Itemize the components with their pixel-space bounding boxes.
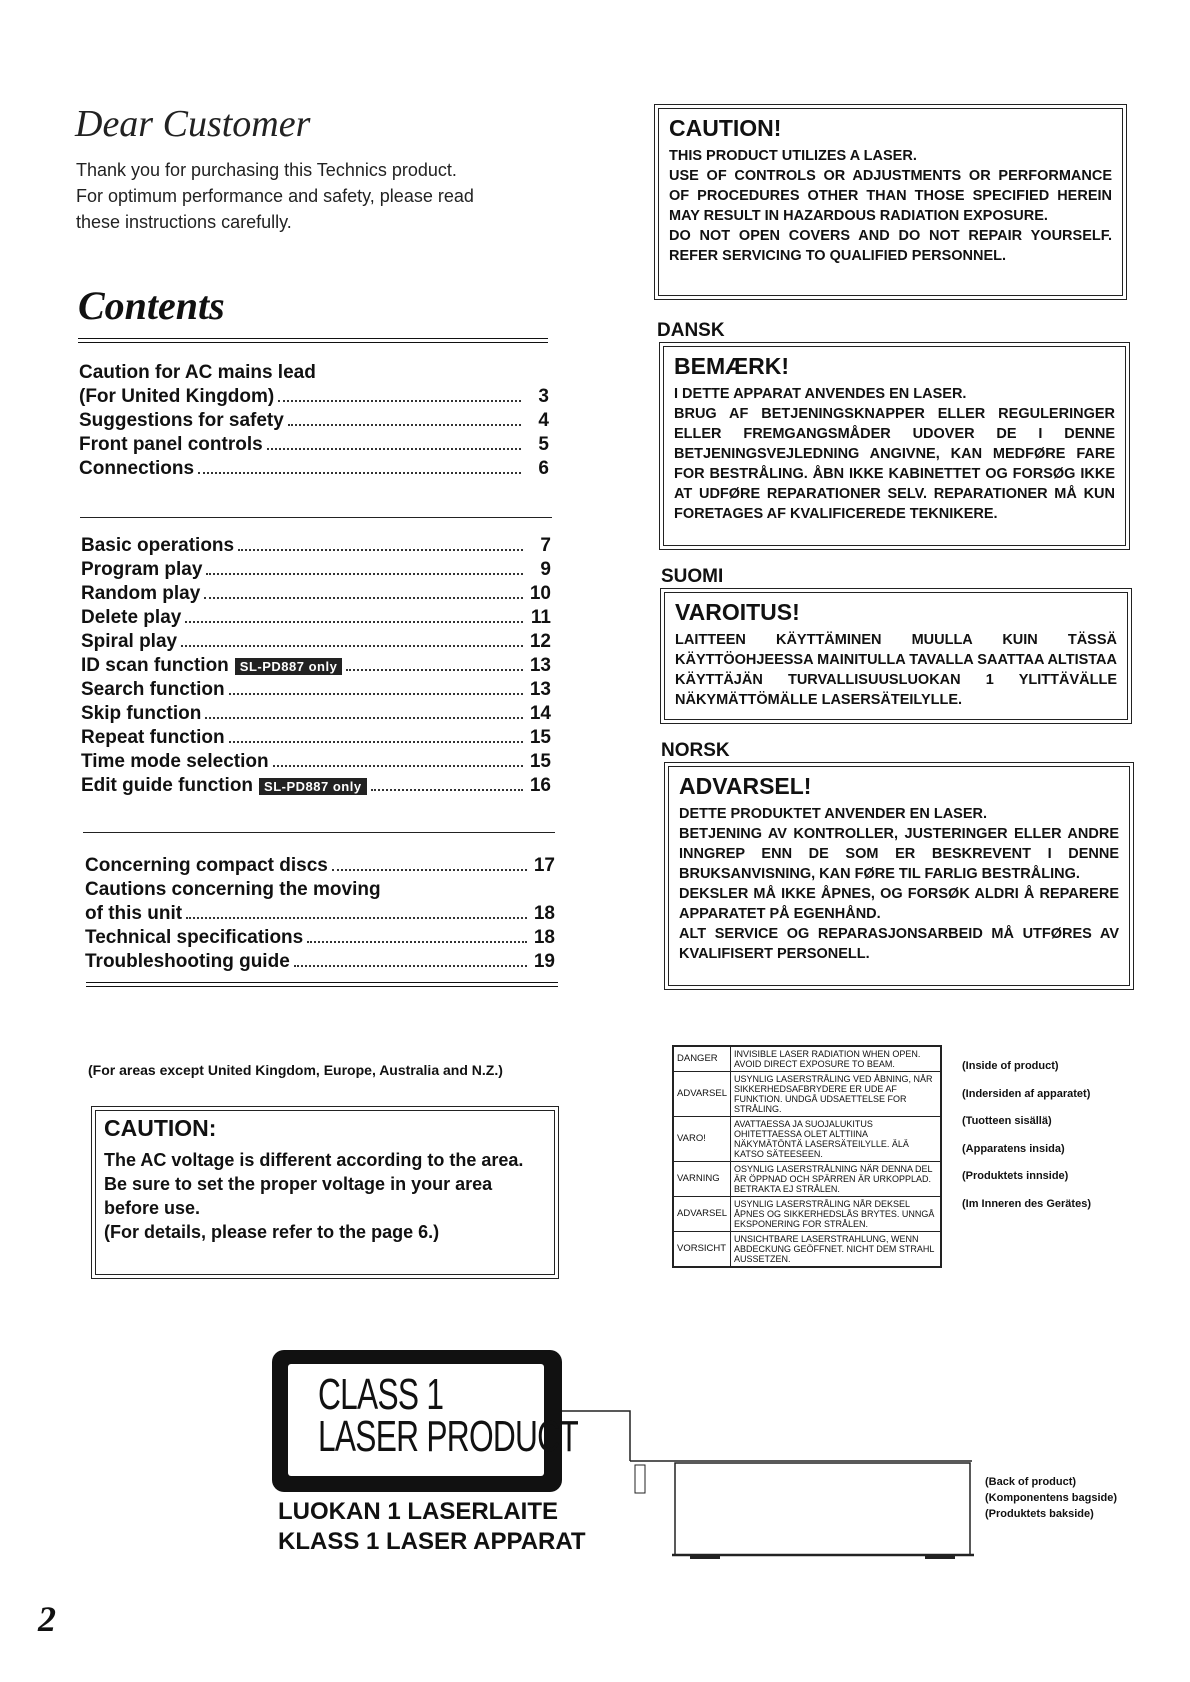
laser-caution-title: CAUTION!	[669, 115, 782, 141]
toc-entry[interactable]: Suggestions for safety 4	[79, 410, 549, 431]
toc-entry[interactable]: Technical specifications 18	[85, 927, 555, 948]
label-row: ADVARSEL USYNLIG LASERSTRÅLING VED ÅBNING, NÅR SIKKERHEDSAFBRYDERE ER UDE AF FUNKTION. UNDGÅ UDSAETTELSE FOR STRÅLING.	[673, 1072, 941, 1117]
unit-rear-panel	[675, 1463, 970, 1555]
section-divider	[80, 517, 552, 518]
ac-caution-box	[91, 1106, 559, 1279]
toc-entry[interactable]: Concerning compact discs 17	[85, 855, 555, 876]
ac-caution-text: The AC voltage is different according to the area. Be sure to set the proper voltage in your area before use. (For details, please refer to the page 6.)	[104, 1150, 524, 1242]
back-locations: (Back of product) (Komponentens bagside) (Produktets bakside)	[985, 1476, 1118, 1520]
warning-label-table	[672, 1045, 942, 1268]
contents-heading: Contents	[78, 283, 225, 328]
class1-laser-label	[272, 1350, 578, 1492]
lang-label-suomi: SUOMI	[661, 566, 724, 587]
suomi-caution-box	[660, 588, 1132, 724]
toc-entry[interactable]: Troubleshooting guide 19	[85, 951, 555, 972]
page-number: 2	[38, 1599, 56, 1639]
toc-entry[interactable]: Basic operations 7	[81, 535, 551, 556]
toc-entry[interactable]: Delete play 11	[81, 607, 551, 628]
label-row: VARNING OSYNLIG LASERSTRÅLNING NÄR DENNA DEL ÄR ÖPPNAD OCH SPÄRREN ÄR URKOPPLAD. BETRAKTA EJ STRÅLEN.	[673, 1162, 941, 1197]
suomi-caution-title: VAROITUS!	[675, 599, 800, 625]
toc-entry[interactable]: Spiral play 12	[81, 631, 551, 652]
toc-entry[interactable]: of this unit 18	[85, 903, 555, 924]
toc-entry[interactable]: Random play 10	[81, 583, 551, 604]
unit-foot	[925, 1555, 955, 1559]
toc-entry[interactable]: Front panel controls 5	[79, 434, 549, 455]
intro-line: For optimum performance and safety, please read	[76, 186, 474, 206]
label-row: VARO! AVATTAESSA JA SUOJALUKITUS OHITETTAESSA OLET ALTTIINA NÄKYMÄTÖNTÄ LASERSÄTEILYLLE. ÄLÄ KATSO SÄTEESEEN.	[673, 1117, 941, 1162]
toc-heading: Cautions concerning the moving	[85, 879, 381, 900]
label-row: ADVARSEL USYNLIG LASERSTRÅLING NÅR DEKSEL ÅPNES OG SIKKERHEDSLÅS BRYTES. UNNGÅ EKSPONERING FOR STRÅLEN.	[673, 1197, 941, 1232]
norsk-caution-title: ADVARSEL!	[679, 773, 812, 799]
toc-heading: Caution for AC mains lead	[79, 362, 316, 383]
contents-divider	[78, 338, 548, 343]
dansk-caution-box	[659, 342, 1130, 550]
leader-line	[562, 1411, 630, 1461]
label-marker	[635, 1465, 645, 1493]
intro-line: Thank you for purchasing this Technics product.	[76, 160, 457, 180]
norsk-caution-text: DETTE PRODUKTET ANVENDER EN LASER. BETJENING AV KONTROLLER, JUSTERINGER ELLER ANDRE INNGREP ENN DE SOM ER BESKREVENT I DENNE BRUKSANVISNING, KAN FØRE TIL FARLIG BESTRÅLING. DEKSLER MÅ IKKE ÅPNES, OG FORSØK ALDRI Å REPARERE APPARATET PÅ EGENHÅND. ALT SERVICE OG REPARASJONSARBEID MÅ UTFØRES AV KVALIFISERT PERSONELL.	[679, 806, 1119, 962]
toc-entry[interactable]: Skip function 14	[81, 703, 551, 724]
laser-caution-text: THIS PRODUCT UTILIZES A LASER. USE OF CONTROLS OR ADJUSTMENTS OR PERFORMANCE OF PROCEDURES OTHER THAN THOSE SPECIFIED HEREIN MAY RESULT IN HAZARDOUS RADIATION EXPOSURE. DO NOT OPEN COVERS AND DO NOT REPAIR YOURSELF. REFER SERVICING TO QUALIFIED PERSONNEL.	[669, 148, 1112, 264]
toc-entry[interactable]: ID scan function SL-PD887 only 13	[81, 655, 551, 676]
ac-caution-title: CAUTION:	[104, 1115, 217, 1141]
dansk-caution-text: I DETTE APPARAT ANVENDES EN LASER. BRUG AF BETJENINGSKNAPPER ELLER REGULERINGER ELLER FREMGANGSMÅDER UDOVER DE I DENNE BETJENINGSVEJLEDNING ANGIVNE, KAN MEDFØRE FARE FOR BESTRÅLING. ÅBN IKKE KABINETTET OG FORSØG IKKE AT UDFØRE REPARATIONER SELV. REPARATIONER MÅ KUN FORETAGES AF KVALIFICEREDE TEKNIKERE.	[674, 386, 1115, 522]
toc-group-1	[79, 362, 549, 482]
toc-entry[interactable]: Edit guide function SL-PD887 only 16	[81, 775, 551, 796]
toc-group-2	[81, 535, 551, 799]
dansk-caution-title: BEMÆRK!	[674, 353, 789, 379]
toc-entry[interactable]: Program play 9	[81, 559, 551, 580]
lang-label-norsk: NORSK	[661, 740, 730, 761]
laser-caution-box	[654, 104, 1127, 300]
intro-text	[76, 157, 556, 235]
label-row: VORSICHT UNSICHTBARE LASERSTRAHLUNG, WENN ABDECKUNG GEÖFFNET. NICHT DEM STRAHL AUSSETZEN.	[673, 1232, 941, 1268]
toc-entry[interactable]: Connections 6	[79, 458, 549, 479]
areas-note: (For areas except United Kingdom, Europe, Australia and N.Z.)	[88, 1062, 503, 1078]
toc-entry[interactable]: Search function 13	[81, 679, 551, 700]
unit-foot	[690, 1555, 720, 1559]
section-divider	[83, 832, 555, 833]
toc-entry[interactable]: Repeat function 15	[81, 727, 551, 748]
lang-label-dansk: DANSK	[657, 320, 725, 341]
model-badge: SL-PD887 only	[235, 658, 343, 675]
toc-entry[interactable]: (For United Kingdom) 3	[79, 386, 549, 407]
model-badge: SL-PD887 only	[259, 778, 367, 795]
intro-line: these instructions carefully.	[76, 212, 292, 232]
toc-group-3	[85, 855, 555, 975]
suomi-caution-text: LAITTEEN KÄYTTÄMINEN MUULLA KUIN TÄSSÄ KÄYTTÖOHJEESSA MAINITULLA TAVALLA SAATTAA ALTISTAA KÄYTTÄJÄN TURVALLISUUSLUOKAN 1 YLITTÄVÄLLE NÄKYMÄTTÖMÄLLE LASERSÄTEILYLLE.	[675, 632, 1117, 708]
page-title: Dear Customer	[75, 103, 311, 145]
label-locations: (Inside of product) (Indersiden af apparatet) (Tuotteen sisällä) (Apparatens insida) (Produktets innside) (Im Inneren des Gerätes)	[962, 1060, 1091, 1210]
class-label-translations: LUOKAN 1 LASERLAITE KLASS 1 LASER APPARAT	[278, 1498, 586, 1555]
toc-entry[interactable]: Time mode selection 15	[81, 751, 551, 772]
label-row: DANGER INVISIBLE LASER RADIATION WHEN OPEN. AVOID DIRECT EXPOSURE TO BEAM.	[673, 1046, 941, 1072]
class-label-line1: CLASS 1	[318, 1370, 444, 1419]
product-back-diagram	[560, 1405, 1000, 1565]
norsk-caution-box	[664, 762, 1134, 990]
contents-end-divider	[86, 982, 558, 987]
class-label-line2: LASER PRODUCT	[318, 1412, 578, 1461]
